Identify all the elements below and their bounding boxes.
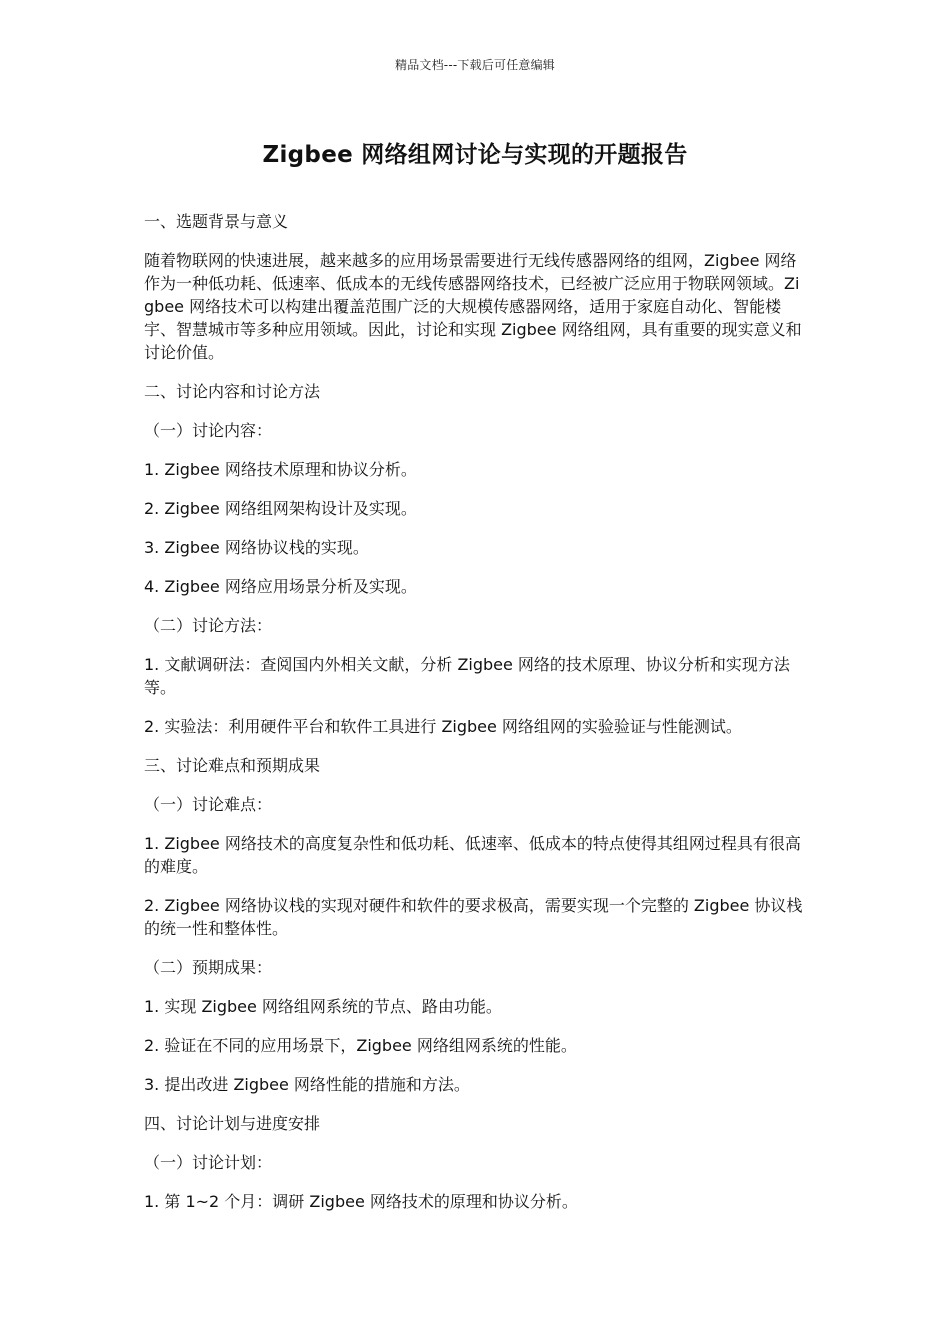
list-item-content-4: 4. Zigbee 网络应用场景分析及实现。 [144,577,417,596]
section-heading-background: 一、选题背景与意义 [144,212,289,231]
list-item-difficulty-1: 1. Zigbee 网络技术的高度复杂性和低功耗、低速率、低成本的特点使得其组网过程具有很高的难度。 [144,834,801,876]
subheading-content: （一）讨论内容： [144,421,273,440]
list-item-content-1: 1. Zigbee 网络技术原理和协议分析。 [144,460,417,479]
list-item-outcome-2: 2. 验证在不同的应用场景下，Zigbee 网络组网系统的性能。 [144,1036,577,1055]
list-item-content-3: 3. Zigbee 网络协议栈的实现。 [144,538,369,557]
subheading-methods: （二）讨论方法： [144,616,273,635]
section-heading-content-methods: 二、讨论内容和讨论方法 [144,382,321,401]
list-item-outcome-3: 3. 提出改进 Zigbee 网络性能的措施和方法。 [144,1075,470,1094]
subheading-plan: （一）讨论计划： [144,1153,273,1172]
paragraph-background: 随着物联网的快速进展，越来越多的应用场景需要进行无线传感器网络的组网，Zigbee 网络作为一种低功耗、低速率、低成本的无线传感器网络技术，已经被广泛应用于物联网领域。Zigbee 网络技术可以构建出覆盖范围广泛的大规模传感器网络，适用于家庭自动化、智能楼宇、智慧城市等多种应用领域。因此，讨论和实现 Zigbee 网络组网，具有重要的现实意义和讨论价值。 [144,251,802,362]
subheading-outcomes: （二）预期成果： [144,958,273,977]
subheading-difficulties: （一）讨论难点： [144,795,273,814]
document-body [144,210,808,1229]
list-item-outcome-1: 1. 实现 Zigbee 网络组网系统的节点、路由功能。 [144,997,502,1016]
list-item-method-2: 2. 实验法：利用硬件平台和软件工具进行 Zigbee 网络组网的实验验证与性能测试。 [144,717,742,736]
document-title: Zigbee 网络组网讨论与实现的开题报告 [262,142,688,168]
section-heading-difficulties-outcomes: 三、讨论难点和预期成果 [144,756,321,775]
list-item-plan-1: 1. 第 1~2 个月：调研 Zigbee 网络技术的原理和协议分析。 [144,1192,578,1211]
section-heading-plan: 四、讨论计划与进度安排 [144,1114,321,1133]
list-item-difficulty-2: 2. Zigbee 网络协议栈的实现对硬件和软件的要求极高，需要实现一个完整的 Zigbee 协议栈的统一性和整体性。 [144,896,803,938]
header-note: 精品文档---下载后可任意编辑 [395,58,555,72]
list-item-method-1: 1. 文献调研法：查阅国内外相关文献，分析 Zigbee 网络的技术原理、协议分析和实现方法等。 [144,655,790,697]
list-item-content-2: 2. Zigbee 网络组网架构设计及实现。 [144,499,417,518]
